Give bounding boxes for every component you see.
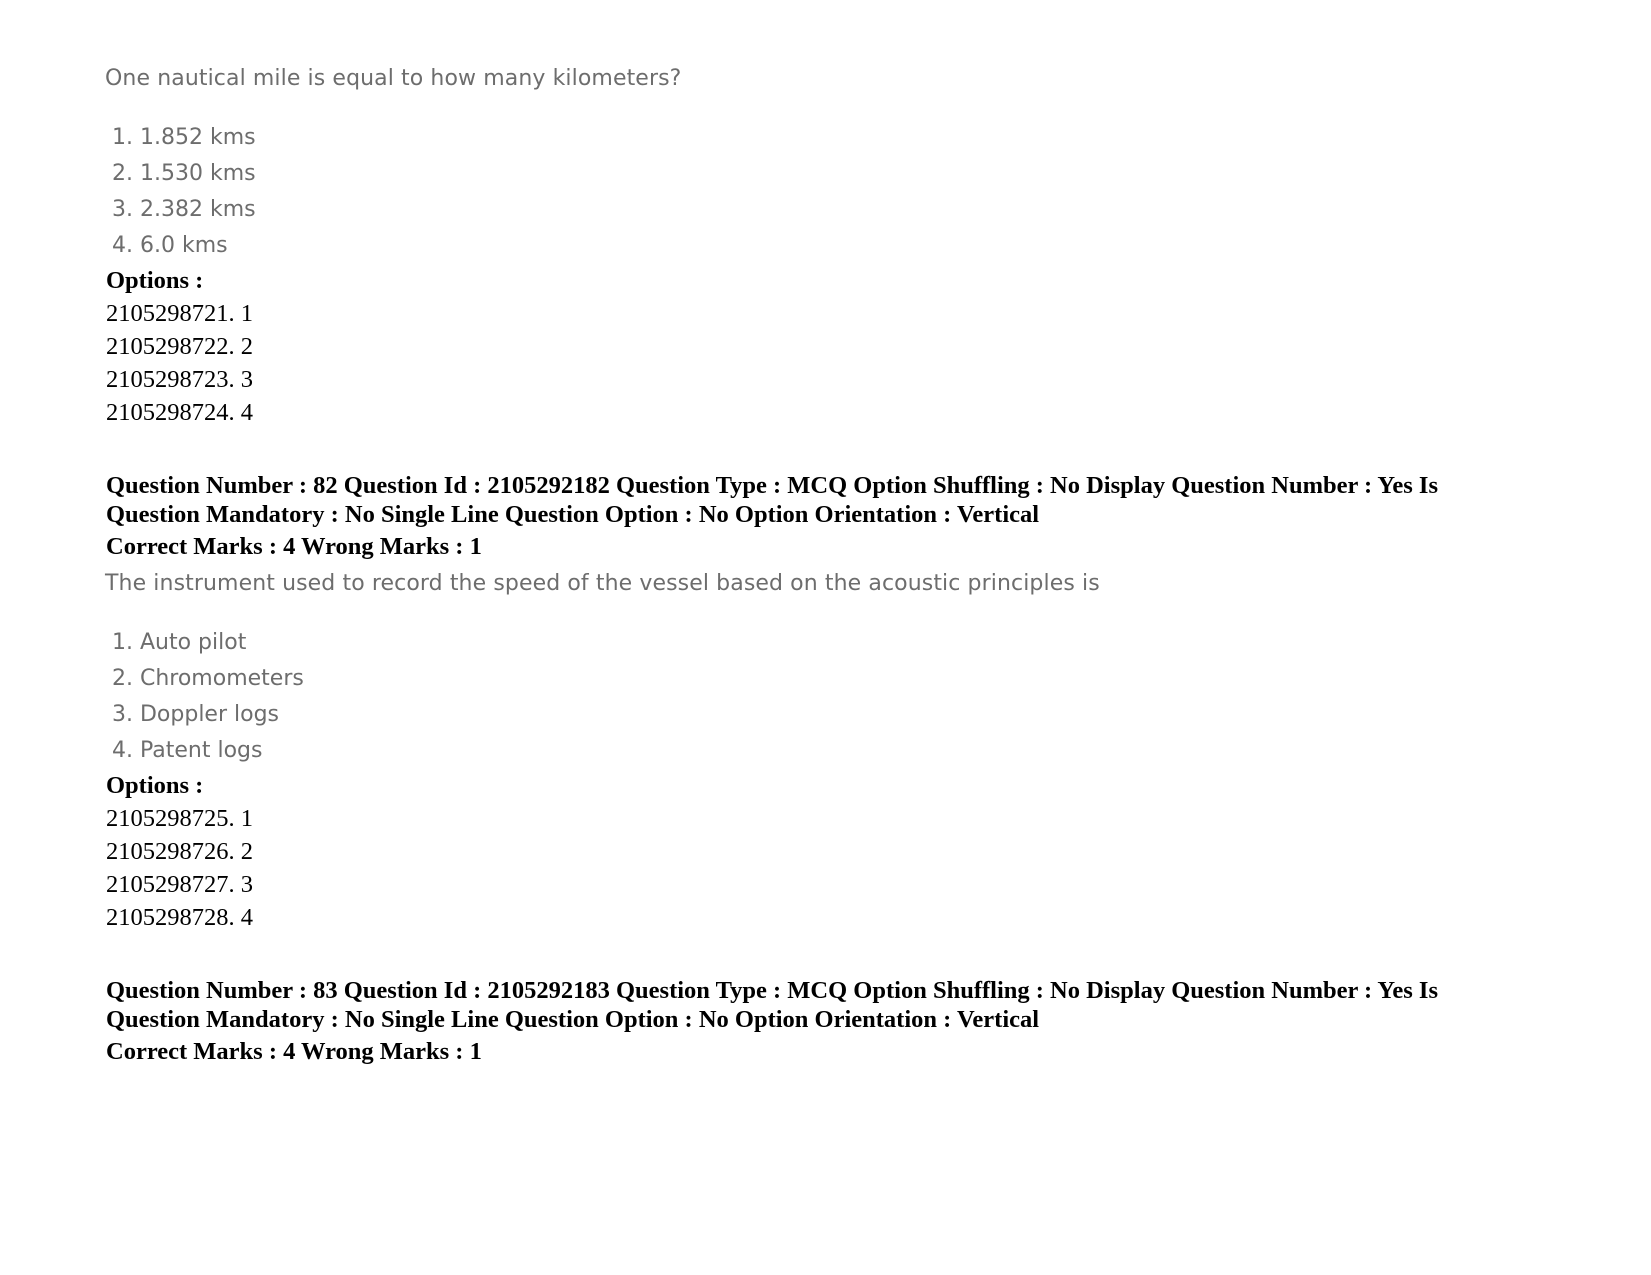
answer-choice: 4. Patent logs (112, 738, 263, 763)
option-id: 2105298724. 4 (106, 399, 253, 426)
question-text: One nautical mile is equal to how many kilometers? (105, 66, 682, 91)
options-label: Options : (106, 772, 204, 799)
question-meta: Question Number : 82 Question Id : 2105292182 Question Type : MCQ Option Shuffling : No Display Question Number : Yes Is Question Mandatory : No Single Line Question Option : No Option Orientation : Vertical (106, 472, 1438, 528)
option-id: 2105298722. 2 (106, 333, 253, 360)
option-id: 2105298721. 1 (106, 300, 253, 327)
option-id: 2105298723. 3 (106, 366, 253, 393)
answer-choice: 2. 1.530 kms (112, 161, 256, 186)
answer-choice: 3. 2.382 kms (112, 197, 256, 222)
answer-choice: 1. 1.852 kms (112, 125, 256, 150)
marks-line: Correct Marks : 4 Wrong Marks : 1 (106, 1038, 482, 1065)
option-id: 2105298728. 4 (106, 904, 253, 931)
option-id: 2105298726. 2 (106, 838, 253, 865)
option-id: 2105298727. 3 (106, 871, 253, 898)
marks-line: Correct Marks : 4 Wrong Marks : 1 (106, 533, 482, 560)
option-id: 2105298725. 1 (106, 805, 253, 832)
answer-choice: 1. Auto pilot (112, 630, 247, 655)
answer-choice: 3. Doppler logs (112, 702, 279, 727)
answer-choice: 4. 6.0 kms (112, 233, 228, 258)
answer-choice: 2. Chromometers (112, 666, 304, 691)
options-label: Options : (106, 267, 204, 294)
question-text: The instrument used to record the speed of the vessel based on the acoustic principles is (105, 571, 1100, 596)
question-meta: Question Number : 83 Question Id : 2105292183 Question Type : MCQ Option Shuffling : No Display Question Number : Yes Is Question Mandatory : No Single Line Question Option : No Option Orientation : Vertical (106, 977, 1438, 1033)
